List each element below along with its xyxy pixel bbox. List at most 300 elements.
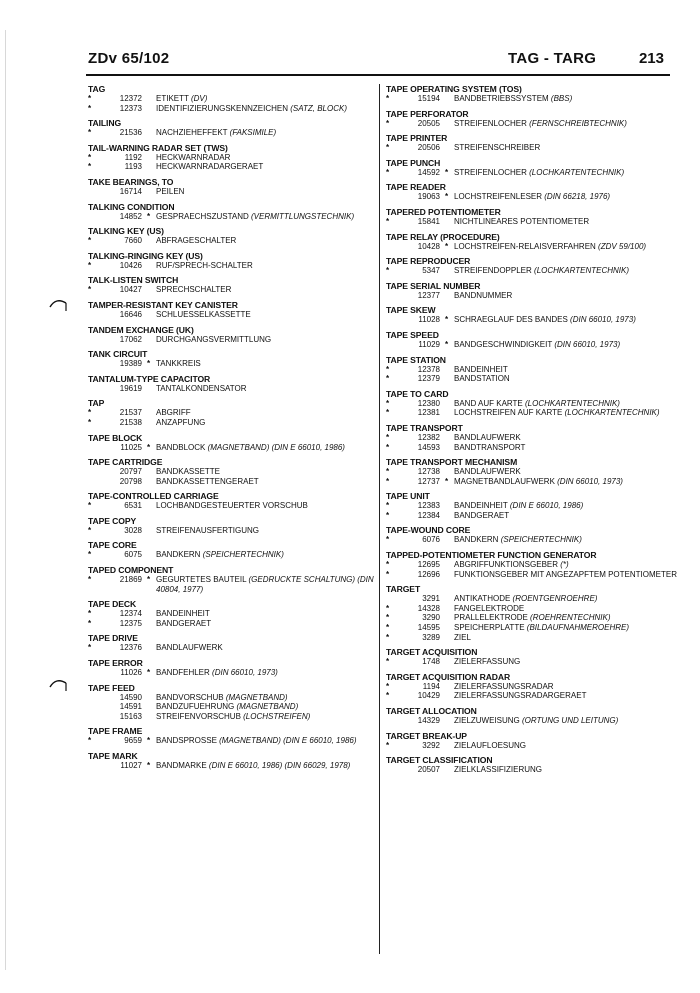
mark-asterisk: * <box>88 285 92 295</box>
entry-translation: BANDZUFUEHRUNG <box>156 702 235 712</box>
entry-sense <box>386 374 678 384</box>
entry-number: 12372 <box>119 94 142 103</box>
entry-term: TAPE OPERATING SYSTEM (TOS) <box>386 84 522 94</box>
entry-number: 12373 <box>119 103 142 113</box>
entry-translation: BANDVORSCHUB <box>156 692 224 702</box>
entry-translation: LOCHSTREIFEN AUF KARTE <box>454 408 563 418</box>
entry-term: TAMPER-RESISTANT KEY CANISTER <box>88 299 238 310</box>
entry-translation-line <box>454 477 678 487</box>
entry-translation: ZIELZUWEISUNG <box>454 716 520 725</box>
entry-number: 20798 <box>119 476 142 486</box>
entry-term: TANTALUM-TYPE CAPACITOR <box>88 373 211 384</box>
entry-number: 11028 <box>418 315 440 325</box>
dictionary-entry <box>88 251 380 271</box>
entry-sense <box>88 609 380 619</box>
dictionary-entry <box>88 658 380 678</box>
entry-number: 6076 <box>422 535 440 545</box>
entry-sense <box>386 657 678 667</box>
entry-number: 10429 <box>417 691 440 701</box>
dictionary-entry <box>386 731 678 751</box>
dictionary-entry <box>88 84 380 113</box>
entry-translation-line <box>454 217 678 227</box>
mark-asterisk: * <box>88 408 92 418</box>
entry-sense <box>386 443 678 453</box>
entry-sense <box>88 477 380 487</box>
mark-asterisk: * <box>386 657 390 667</box>
entry-number: 21869 <box>119 575 142 585</box>
entry-translation: ANZAPFUNG <box>156 417 206 427</box>
entry-sense <box>386 716 678 726</box>
entry-number: 21536 <box>119 128 142 138</box>
entry-translation: HECKWARNRADARGERAET <box>156 162 264 172</box>
entry-note: (DIN 66010, 1973) <box>554 339 621 349</box>
dictionary-entry <box>386 550 678 579</box>
mark-asterisk: * <box>88 94 92 103</box>
entry-number: 12696 <box>417 569 440 579</box>
mark-asterisk: * <box>88 736 92 746</box>
entry-sense <box>88 236 380 246</box>
entry-note: (SATZ, BLOCK) <box>290 103 347 113</box>
entry-term: TAPE FEED <box>88 682 135 693</box>
entry-sense <box>386 633 678 643</box>
entry-sense <box>386 94 678 104</box>
entry-translation-line <box>454 682 678 692</box>
entry-translation: BANDLAUFWERK <box>454 467 521 477</box>
entry-number: 1193 <box>124 162 142 172</box>
entry-note: (SPEICHERTECHNIK) <box>202 550 284 560</box>
entry-sense <box>88 408 380 418</box>
entry-translation-line <box>156 187 380 197</box>
entry-number: 12379 <box>417 374 440 384</box>
entry-sense <box>88 162 380 172</box>
entry-number: 12374 <box>119 609 142 619</box>
entry-term: TAPE-CONTROLLED CARRIAGE <box>88 491 219 502</box>
entry-translation: PRALLELEKTRODE <box>454 613 528 623</box>
entry-number: 21538 <box>119 417 142 427</box>
mark-asterisk: * <box>386 501 390 511</box>
entry-sense <box>88 643 380 653</box>
mark-asterisk: * <box>88 103 92 113</box>
entry-number: 15194 <box>417 94 440 103</box>
entry-sense <box>88 94 380 104</box>
margin-bracket-mark <box>48 295 68 317</box>
entry-translation-line <box>454 340 678 350</box>
mark-asterisk: * <box>386 535 390 545</box>
star-marker: * <box>147 668 151 678</box>
entry-translation: SPRECHSCHALTER <box>156 285 232 295</box>
mark-asterisk: * <box>88 501 92 511</box>
entry-sense <box>88 153 380 163</box>
entry-translation: FANGELEKTRODE <box>454 603 525 613</box>
dictionary-entry <box>88 300 380 320</box>
entry-note: (DIN 66010, 1973) <box>212 668 278 678</box>
dictionary-entry <box>386 491 678 520</box>
mark-asterisk: * <box>386 467 390 477</box>
mark-asterisk: * <box>88 260 92 270</box>
entry-number: 12383 <box>417 501 440 511</box>
entry-translation: BANDLAUFWERK <box>156 643 223 653</box>
star-marker: * <box>445 476 449 486</box>
star-marker: * <box>147 359 151 369</box>
entry-sense <box>386 143 678 153</box>
entry-sense <box>88 128 380 138</box>
entry-translation-line <box>454 443 678 453</box>
mark-asterisk: * <box>386 167 390 177</box>
entry-number: 20506 <box>417 143 440 153</box>
entry-translation: STREIFENSCHREIBER <box>454 143 541 153</box>
entry-sense <box>88 285 380 295</box>
entry-sense <box>88 619 380 629</box>
dictionary-entry <box>88 516 380 536</box>
entry-number: 14593 <box>417 442 440 452</box>
entry-translation-line <box>454 399 678 409</box>
entry-sense <box>88 761 380 771</box>
entry-term: TAPE MARK <box>88 751 138 761</box>
mark-asterisk: * <box>386 623 390 633</box>
entry-term: TAPE TRANSPORT <box>386 422 463 433</box>
entry-translation: NACHZIEHEFFEKT <box>156 128 228 138</box>
entry-translation-line <box>454 633 678 643</box>
entry-term: TALK-LISTEN SWITCH <box>88 275 179 286</box>
entry-note: (LOCHKARTENTECHNIK) <box>534 266 630 276</box>
entry-translation: ETIKETT <box>156 94 189 103</box>
mark-asterisk: * <box>386 94 390 103</box>
dictionary-entry <box>88 118 380 138</box>
entry-term: TAPE RELAY (PROCEDURE) <box>386 231 500 242</box>
dictionary-entry <box>386 305 678 325</box>
entry-term: TAPE CORE <box>88 540 137 551</box>
entry-number: 20505 <box>417 118 440 128</box>
mark-asterisk: * <box>386 681 390 691</box>
entry-term: TAPE FRAME <box>88 726 143 737</box>
entry-number: 10426 <box>119 260 142 270</box>
entry-translation: STREIFENAUSFERTIGUNG <box>156 525 259 535</box>
entry-translation-line <box>156 310 380 320</box>
entry-translation-line <box>156 526 380 536</box>
dictionary-entry <box>88 540 380 560</box>
star-marker: * <box>445 192 449 202</box>
entry-term: TALKING CONDITION <box>88 201 175 212</box>
entry-translation: BANDEINHEIT <box>156 609 210 619</box>
entry-number: 12378 <box>417 364 440 374</box>
entry-translation: LOCHSTREIFEN-RELAISVERFAHREN <box>454 241 596 251</box>
entry-translation: ABGRIFFUNKTIONSGEBER <box>454 560 559 570</box>
entry-note: (*) <box>560 560 569 570</box>
entry-translation: STREIFENLOCHER <box>454 167 527 177</box>
entry-number: 19389 <box>119 359 142 369</box>
entry-sense <box>88 418 380 428</box>
mark-asterisk: * <box>88 417 92 427</box>
entry-translation-line <box>454 594 678 604</box>
mark-asterisk: * <box>88 575 92 585</box>
entry-term: TAIL-WARNING RADAR SET (TWS) <box>88 142 228 153</box>
entry-translation-line <box>454 716 678 726</box>
entry-translation-line <box>454 613 678 623</box>
entry-note: (LOCHKARTENTECHNIK) <box>525 398 620 408</box>
entry-translation-line <box>156 285 380 295</box>
entry-sense <box>88 467 380 477</box>
entry-translation-line <box>454 433 678 443</box>
entry-translation: BANDGESCHWINDIGKEIT <box>454 339 553 349</box>
entry-translation-line <box>156 609 380 619</box>
dictionary-entry <box>386 281 678 301</box>
star-marker: * <box>147 575 151 585</box>
entry-term: TAP <box>88 398 105 409</box>
entry-term: TARGET ACQUISITION RADAR <box>386 671 511 682</box>
entry-number: 9659 <box>124 736 142 746</box>
entry-number: 12738 <box>417 467 440 477</box>
entry-translation: TANTALKONDENSATOR <box>156 383 247 393</box>
entry-translation: GEGURTETES BAUTEIL <box>156 575 247 585</box>
dictionary-entry <box>88 374 380 394</box>
entry-note: (ROEHRENTECHNIK) <box>530 613 611 623</box>
entry-number: 19619 <box>119 383 142 393</box>
mark-asterisk: * <box>386 408 390 418</box>
entry-term: TAPE CARTRIDGE <box>88 457 163 468</box>
dictionary-entry <box>386 232 678 252</box>
entry-sense <box>386 291 678 301</box>
entry-sense <box>386 570 678 580</box>
entry-term: TAPE DECK <box>88 599 137 610</box>
entry-sense <box>88 310 380 320</box>
entry-term: TAILING <box>88 118 122 129</box>
entry-note: (BBS) <box>550 94 573 103</box>
entry-sense <box>386 604 678 614</box>
entry-translation-line <box>156 384 380 394</box>
mark-asterisk: * <box>386 613 390 623</box>
mark-asterisk: * <box>386 476 390 486</box>
entry-sense <box>386 741 678 751</box>
entry-translation: BANDGERAET <box>454 510 510 520</box>
dictionary-entry <box>386 207 678 227</box>
left-column <box>88 84 380 776</box>
entry-translation-line <box>454 657 678 667</box>
entry-translation-line <box>454 408 678 418</box>
entry-term: TANK CIRCUIT <box>88 349 148 360</box>
entry-sense <box>386 242 678 252</box>
mark-asterisk: * <box>386 374 390 384</box>
dictionary-entry <box>88 491 380 511</box>
dictionary-entry <box>386 109 678 129</box>
entry-term: TARGET BREAK-UP <box>386 730 467 741</box>
dictionary-entry <box>386 389 678 418</box>
entry-translation-line <box>156 359 380 369</box>
mark-asterisk: * <box>386 691 390 701</box>
mark-asterisk: * <box>386 398 390 408</box>
entry-term: TARGET CLASSIFICATION <box>386 755 493 766</box>
dictionary-entry <box>88 202 380 222</box>
entry-translation: BANDMARKE <box>156 761 207 770</box>
entry-note: (FAKSIMILE) <box>229 128 277 138</box>
entry-sense <box>88 443 380 453</box>
entry-translation-line <box>156 418 380 428</box>
entry-note: (SPEICHERTECHNIK) <box>500 535 582 545</box>
entry-translation-line <box>156 477 380 487</box>
mark-asterisk: * <box>386 603 390 613</box>
entry-translation: BANDLAUFWERK <box>454 432 521 442</box>
entry-sense <box>88 668 380 678</box>
entry-sense <box>386 408 678 418</box>
entry-translation: BANDSTATION <box>454 374 510 384</box>
entry-translation-line <box>454 570 678 580</box>
entry-term: TAPE PUNCH <box>386 157 441 168</box>
dictionary-entry <box>88 457 380 486</box>
entry-note: (MAGNETBAND) (DIN E 66010, 1986) <box>219 736 357 746</box>
entry-translation: STREIFENVORSCHUB <box>156 711 241 721</box>
dictionary-entry <box>386 457 678 486</box>
entry-note: (MAGNETBAND) (DIN E 66010, 1986) <box>207 442 345 452</box>
entry-number: 12376 <box>119 643 142 653</box>
entry-number: 10427 <box>119 285 142 295</box>
star-marker: * <box>147 442 151 452</box>
mark-asterisk: * <box>386 442 390 452</box>
entry-translation-line <box>156 408 380 418</box>
entry-translation-line <box>156 619 380 629</box>
mark-asterisk: * <box>88 152 92 162</box>
entry-translation-line <box>156 575 380 594</box>
entry-number: 11026 <box>120 668 142 678</box>
entry-number: 3290 <box>422 613 440 623</box>
entry-translation-line <box>454 741 678 751</box>
entry-note: (LOCHSTREIFEN) <box>243 711 311 721</box>
entry-note: (DV) <box>190 94 208 103</box>
dictionary-entry <box>88 349 380 369</box>
entry-sense <box>386 266 678 276</box>
entry-translation-line <box>454 242 678 252</box>
entry-number: 16714 <box>119 186 142 196</box>
entry-translation-line <box>454 168 678 178</box>
entry-translation-line <box>454 501 678 511</box>
entry-translation: NICHTLINEARES POTENTIOMETER <box>454 216 590 226</box>
entry-number: 11025 <box>120 442 142 452</box>
entry-sense <box>386 168 678 178</box>
dictionary-entry <box>386 525 678 545</box>
dictionary-entry <box>88 433 380 453</box>
entry-sense <box>88 212 380 222</box>
entry-number: 15163 <box>119 711 142 721</box>
entry-number: 21537 <box>119 408 142 418</box>
entry-term: TARGET ACQUISITION <box>386 647 478 658</box>
entry-sense <box>88 187 380 197</box>
entry-translation: BANDKERN <box>156 550 201 560</box>
entry-translation-line <box>156 128 380 138</box>
dictionary-entry <box>88 565 380 594</box>
mark-asterisk: * <box>386 266 390 276</box>
entry-term: TAPE ERROR <box>88 658 143 669</box>
entry-number: 3289 <box>422 632 440 642</box>
dictionary-entry <box>88 275 380 295</box>
entry-number: 14328 <box>417 603 440 613</box>
entry-translation-line <box>454 560 678 570</box>
entry-translation-line <box>454 511 678 521</box>
mark-asterisk: * <box>386 216 390 226</box>
mark-asterisk: * <box>88 162 92 172</box>
dictionary-entry <box>88 683 380 722</box>
entry-number: 14852 <box>119 211 142 221</box>
entry-translation: GESPRAECHSZUSTAND <box>156 211 249 221</box>
entry-sense <box>88 526 380 536</box>
entry-translation-line <box>454 94 678 104</box>
entry-translation-line <box>156 643 380 653</box>
entry-sense <box>386 315 678 325</box>
entry-translation-line <box>156 467 380 477</box>
dictionary-entry <box>88 177 380 197</box>
entry-number: 14592 <box>417 167 440 177</box>
entry-sense <box>88 702 380 712</box>
entry-translation: ZIELERFASSUNG <box>454 657 521 667</box>
entry-sense <box>386 192 678 202</box>
mark-asterisk: * <box>88 550 92 560</box>
star-marker: * <box>445 167 449 177</box>
dictionary-entry <box>386 755 678 775</box>
entry-term: TAPE COPY <box>88 515 137 526</box>
entry-term: TAPE SERIAL NUMBER <box>386 280 481 291</box>
mark-asterisk: * <box>386 560 390 570</box>
entry-translation: BANDKASSETTE <box>156 467 221 477</box>
entry-sense <box>386 765 678 775</box>
entry-translation-line <box>454 266 678 276</box>
entry-number: 12380 <box>417 398 440 408</box>
mark-asterisk: * <box>88 236 92 246</box>
star-marker: * <box>147 211 151 221</box>
entry-sense <box>88 501 380 511</box>
entry-term: TAPE STATION <box>386 354 446 365</box>
mark-asterisk: * <box>386 632 390 642</box>
entry-translation-line <box>156 104 380 114</box>
page-header <box>88 50 670 74</box>
entry-note: (MAGNETBAND) <box>225 692 288 702</box>
entry-term: TAPERED POTENTIOMETER <box>386 206 501 217</box>
entry-term: TAPE TRANSPORT MECHANISM <box>386 457 518 468</box>
entry-number: 3291 <box>422 594 440 604</box>
entry-term: TALKING-RINGING KEY (US) <box>88 250 203 261</box>
entry-sense <box>386 217 678 227</box>
entry-translation-line <box>454 315 678 325</box>
page-number: 213 <box>638 50 664 67</box>
entry-sense <box>386 535 678 545</box>
dictionary-entry <box>386 158 678 178</box>
entry-translation: HECKWARNRADAR <box>156 152 231 162</box>
entry-translation-line <box>156 702 380 712</box>
dictionary-entry <box>88 325 380 345</box>
entry-translation: BANDBETRIEBSSYSTEM <box>454 94 549 103</box>
entry-translation: TANKKREIS <box>156 359 201 369</box>
entry-translation-line <box>454 365 678 375</box>
entry-sense <box>386 682 678 692</box>
entry-note: (DIN 66010, 1973) <box>557 476 623 486</box>
entry-sense <box>88 693 380 703</box>
entry-sense <box>88 104 380 114</box>
dictionary-entry <box>88 143 380 172</box>
entry-number: 5347 <box>422 266 440 276</box>
entry-translation-line <box>156 335 380 345</box>
entry-number: 6075 <box>124 550 142 560</box>
mark-asterisk: * <box>88 128 92 138</box>
entry-translation-line <box>156 94 380 104</box>
entry-translation: LOCHSTREIFENLESER <box>454 192 543 202</box>
entry-translation-line <box>156 736 380 746</box>
entry-translation-line <box>454 765 678 775</box>
header-rule <box>86 74 670 76</box>
entry-number: 14591 <box>119 702 142 712</box>
entry-number: 12384 <box>417 510 440 520</box>
entry-sense <box>88 550 380 560</box>
entry-translation-line <box>454 119 678 129</box>
entry-translation: BANDFEHLER <box>156 668 210 678</box>
entry-term: TAPED COMPONENT <box>88 565 174 576</box>
dictionary-entry <box>386 672 678 701</box>
entry-sense <box>386 399 678 409</box>
